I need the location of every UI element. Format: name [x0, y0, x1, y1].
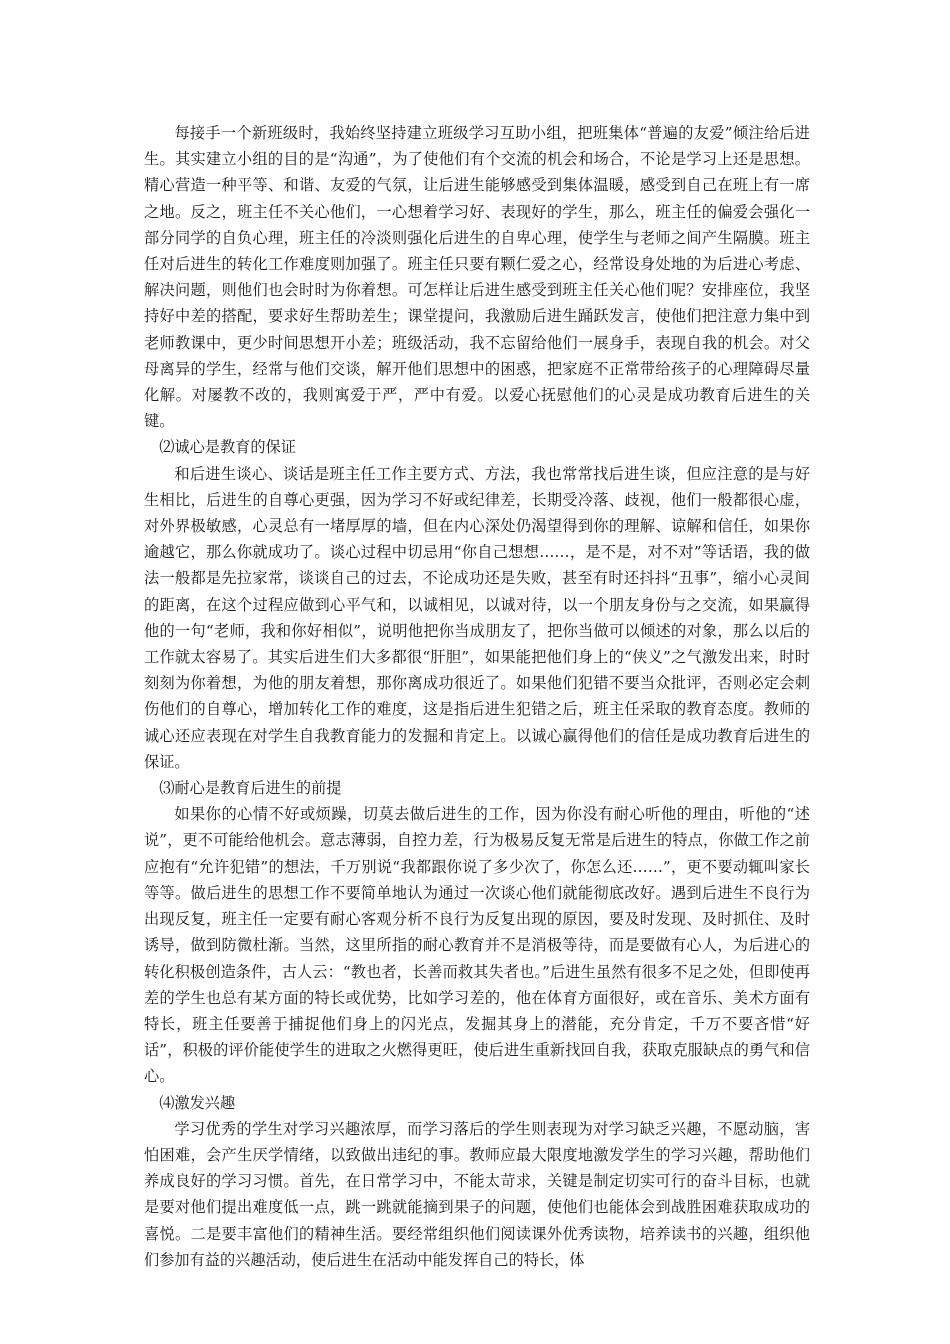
- heading-interest: ⑷激发兴趣: [159, 1093, 236, 1112]
- paragraph-patience: 如果你的心情不好或烦躁，切莫去做后进生的工作，因为你没有耐心听他的理由，听他的“述说”，更不可能给他机会。意志薄弱，自控力差，行为极易反复无常是后进生的特点，你做工作之前应抱有“允许犯错”的想法，千万别说“我都跟你说了多少次了，你怎么还……”，更不要动辄叫家长等等。做后进生的思想工作不要简单地认为通过一次谈心他们就能彻底改好。遇到后进生不良行为出现反复，班主任一定要有耐心客观分析不良行为反复出现的原因，要及时发现、及时抓住、及时诱导，做到防微杜渐。当然，这里所指的耐心教育并不是消极等待，而是要做有心人，为后进心的转化积极创造条件，古人云：“教也者，长善而救其失者也。”后进生虽然有很多不足之处，但即使再差的学生也总有某方面的特长或优势，比如学习差的，他在体育方面很好，或在音乐、美术方面有特长，班主任要善于捕捉他们身上的闪光点，发掘其身上的潜能，充分肯定，千万不要吝惜“好话”，积极的评价能使学生的进取之火燃得更旺，使后进生重新找回自我，获取克服缺点的勇气和信心。: [144, 805, 810, 1086]
- heading-patience: ⑶耐心是教育后进生的前提: [159, 779, 342, 798]
- paragraph-interest: 学习优秀的学生对学习兴趣浓厚，而学习落后的学生则表现为对学习缺乏兴趣，不愿动脑，害怕困难，会产生厌学情绪，以致做出违纪的事。教师应最大限度地激发学生的学习兴趣，帮助他们养成良好的学习习惯。首先，在日常学习中，不能太苛求，关键是制定切实可行的奋斗目标，也就是要对他们提出难度低一点，跳一跳就能摘到果子的问题，使他们也能体会到战胜困难获取成功的喜悦。二是要丰富他们的精神生活。要经常组织他们阅读课外优秀读物，培养读书的兴趣，组织他们参加有益的兴趣活动，使后进生在活动中能发挥自己的特长，体: [144, 1119, 810, 1269]
- document-page: [144, 120, 810, 1273]
- paragraph-sincerity: 和后进生谈心、谈话是班主任工作主要方式、方法，我也常常找后进生谈，但应注意的是与好生相比，后进生的自尊心更强，因为学习不好或纪律差，长期受冷落、歧视，他们一般都很心虚，对外界极敏感，心灵总有一堵厚厚的墙，但在内心深处仍渴望得到你的理解、谅解和信任，如果你逾越它，那么你就成功了。谈心过程中切忌用“你自己想想……，是不是，对不对”等话语，我的做法一般都是先拉家常，谈谈自己的过去，不论成功还是失败，甚至有时还抖抖“丑事”，缩小心灵间的距离，在这个过程应做到心平气和，以诚相见，以诚对待，以一个朋友身份与之交流，如果赢得他的一句“老师，我和你好相似”，说明他把你当成朋友了，把你当做可以倾述的对象，那么以后的工作就太容易了。其实后进生们大多都很“肝胆”，如果能把他们身上的“侠义”之气激发出来，时时刻刻为你着想，为他的朋友着想，那你离成功很近了。如果他们犯错不要当众批评，否则必定会刺伤他们的自尊心，增加转化工作的难度，这是指后进生犯错之后，班主任采取的教育态度。教师的诚心还应表现在对学生自我教育能力的发掘和肯定上。以诚心赢得他们的信任是成功教育后进生的保证。: [144, 464, 810, 771]
- paragraph-love: 每接手一个新班级时，我始终坚持建立班级学习互助小组，把班集体“普遍的友爱”倾注给后进生。其实建立小组的目的是“沟通”，为了使他们有个交流的机会和场合，不论是学习上还是思想。精心营造一种平等、和谐、友爱的气氛，让后进生能够感受到集体温暖，感受到自己在班上有一席之地。反之，班主任不关心他们，一心想着学习好、表现好的学生，那么，班主任的偏爱会强化一部分同学的自负心理，班主任的冷淡则强化后进生的自卑心理，使学生与老师之间产生隔膜。班主任对后进生的转化工作难度则加强了。班主任只要有颗仁爱之心，经常设身处地的为后进心考虑、解决问题，则他们也会时时为你着想。可怎样让后进生感受到班主任关心他们呢？安排座位，我坚持好中差的搭配，要求好生帮助差生；课堂提问，我激励后进生踊跃发言，使他们把注意力集中到老师教课中，更少时间思想开小差；班级活动，我不忘留给他们一展身手，表现自我的机会。对父母离异的学生，经常与他们交谈，解开他们思想中的困惑，把家庭不正常带给孩子的心理障碍尽量化解。对屡教不改的，我则寓爱于严，严中有爱。以爱心抚慰他们的心灵是成功教育后进生的关键。: [144, 124, 810, 431]
- heading-sincerity: ⑵诚心是教育的保证: [159, 438, 296, 457]
